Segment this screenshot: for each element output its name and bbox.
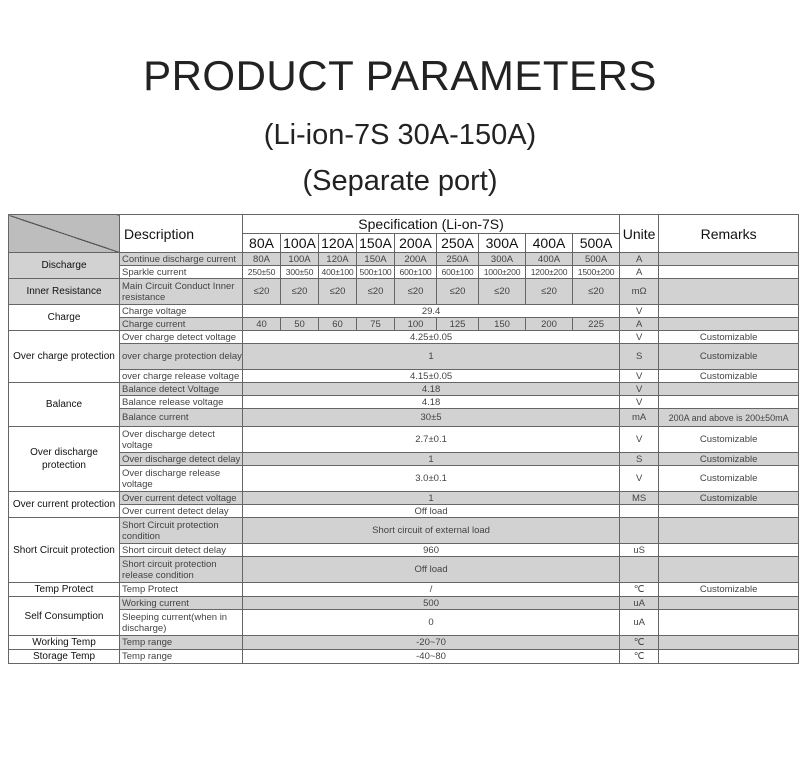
header-amp: 200A xyxy=(395,234,437,253)
row-value: 600±100 xyxy=(395,266,437,279)
row-desc: Short Circuit protection condition xyxy=(120,518,243,544)
row-desc: Over current detect voltage xyxy=(120,492,243,505)
row-value: 500 xyxy=(243,597,620,610)
row-value: 4.18 xyxy=(243,383,620,396)
row-value: 2.7±0.1 xyxy=(243,427,620,453)
row-value: 125 xyxy=(437,318,479,331)
header-amp: 400A xyxy=(526,234,573,253)
header-amp: 100A xyxy=(281,234,319,253)
table-row xyxy=(9,453,799,466)
table-row xyxy=(9,597,799,610)
row-remark: Customizable xyxy=(659,344,799,370)
category-temp-protect: Temp Protect xyxy=(9,583,120,597)
row-unit: ℃ xyxy=(620,583,659,597)
category-storage-temp: Storage Temp xyxy=(9,650,120,664)
table-row xyxy=(9,492,799,505)
row-value: Short circuit of external load xyxy=(243,518,620,544)
header-amp: 120A xyxy=(319,234,357,253)
row-desc: Over charge detect voltage xyxy=(120,331,243,344)
table-row xyxy=(9,557,799,583)
row-remark xyxy=(659,650,799,664)
row-remark xyxy=(659,544,799,557)
row-value: ≤20 xyxy=(573,279,620,305)
row-unit: V xyxy=(620,305,659,318)
row-value: 3.0±0.1 xyxy=(243,466,620,492)
row-value: 30±5 xyxy=(243,409,620,427)
row-unit: V xyxy=(620,427,659,453)
row-remark xyxy=(659,505,799,518)
row-desc: Continue discharge current xyxy=(120,253,243,266)
row-value: 225 xyxy=(573,318,620,331)
row-value: 4.18 xyxy=(243,396,620,409)
row-unit: A xyxy=(620,318,659,331)
row-value: 250±50 xyxy=(243,266,281,279)
row-value: 75 xyxy=(357,318,395,331)
row-desc: Over discharge detect delay xyxy=(120,453,243,466)
category-over-charge: Over charge protection xyxy=(9,331,120,383)
row-value: 500±100 xyxy=(357,266,395,279)
header-diagonal-cell xyxy=(9,215,120,253)
table-row xyxy=(9,396,799,409)
table-row xyxy=(9,253,799,266)
row-remark xyxy=(659,396,799,409)
header-specification: Specification (Li-on-7S) xyxy=(243,215,620,234)
row-value: 1500±200 xyxy=(573,266,620,279)
row-desc: Short circuit protection release condition xyxy=(120,557,243,583)
row-value: 1 xyxy=(243,492,620,505)
row-remark: 200A and above is 200±50mA xyxy=(659,409,799,427)
row-value: 120A xyxy=(319,253,357,266)
row-unit: ℃ xyxy=(620,636,659,650)
row-remark xyxy=(659,518,799,544)
table-row xyxy=(9,266,799,279)
row-desc: Balance current xyxy=(120,409,243,427)
row-value: 500A xyxy=(573,253,620,266)
row-unit: mΩ xyxy=(620,279,659,305)
table-row xyxy=(9,427,799,453)
page-title: PRODUCT PARAMETERS xyxy=(143,52,657,99)
row-value: ≤20 xyxy=(319,279,357,305)
table-row xyxy=(9,636,799,650)
row-remark xyxy=(659,610,799,636)
category-short-circuit: Short Circuit protection xyxy=(9,518,120,583)
table-row xyxy=(9,331,799,344)
row-unit: uA xyxy=(620,597,659,610)
page-subtitle-port: (Separate port) xyxy=(302,165,498,197)
header-amp: 500A xyxy=(573,234,620,253)
row-unit: V xyxy=(620,370,659,383)
row-value: 1 xyxy=(243,453,620,466)
row-value: / xyxy=(243,583,620,597)
row-unit: uA xyxy=(620,610,659,636)
row-value: 60 xyxy=(319,318,357,331)
row-unit: S xyxy=(620,453,659,466)
row-remark xyxy=(659,253,799,266)
header-amp: 300A xyxy=(479,234,526,253)
row-value: ≤20 xyxy=(437,279,479,305)
row-unit xyxy=(620,518,659,544)
table-row xyxy=(9,650,799,664)
row-value: 300±50 xyxy=(281,266,319,279)
table-header-row xyxy=(9,215,799,234)
row-remark: Customizable xyxy=(659,583,799,597)
row-desc: Over discharge detect voltage xyxy=(120,427,243,453)
table-row xyxy=(9,279,799,305)
row-desc: Charge voltage xyxy=(120,305,243,318)
row-value: 400A xyxy=(526,253,573,266)
row-unit: V xyxy=(620,331,659,344)
row-value: 29.4 xyxy=(243,305,620,318)
header-remarks: Remarks xyxy=(659,215,799,253)
row-value: 400±100 xyxy=(319,266,357,279)
header-amp: 80A xyxy=(243,234,281,253)
row-desc: over charge release voltage xyxy=(120,370,243,383)
table-row xyxy=(9,544,799,557)
row-value: 600±100 xyxy=(437,266,479,279)
row-value: 150 xyxy=(479,318,526,331)
row-desc: over charge protection delay xyxy=(120,344,243,370)
row-value: 200A xyxy=(395,253,437,266)
row-unit: V xyxy=(620,396,659,409)
row-unit: V xyxy=(620,466,659,492)
category-discharge: Discharge xyxy=(9,253,120,279)
row-value: 960 xyxy=(243,544,620,557)
row-desc: Temp range xyxy=(120,650,243,664)
row-value: 100 xyxy=(395,318,437,331)
row-value: 300A xyxy=(479,253,526,266)
row-desc: Charge current xyxy=(120,318,243,331)
row-desc: Sparkle current xyxy=(120,266,243,279)
table-row xyxy=(9,505,799,518)
row-remark: Customizable xyxy=(659,453,799,466)
row-remark: Customizable xyxy=(659,427,799,453)
table-row xyxy=(9,518,799,544)
row-unit: MS xyxy=(620,492,659,505)
table-row xyxy=(9,409,799,427)
row-desc: Balance release voltage xyxy=(120,396,243,409)
table-row xyxy=(9,610,799,636)
row-value: 80A xyxy=(243,253,281,266)
row-remark xyxy=(659,266,799,279)
row-unit: ℃ xyxy=(620,650,659,664)
row-remark xyxy=(659,279,799,305)
row-remark: Customizable xyxy=(659,492,799,505)
row-desc: Temp range xyxy=(120,636,243,650)
row-unit: S xyxy=(620,344,659,370)
row-value: 1000±200 xyxy=(479,266,526,279)
row-value: ≤20 xyxy=(526,279,573,305)
row-value: ≤20 xyxy=(243,279,281,305)
row-remark xyxy=(659,636,799,650)
header-unit: Unite xyxy=(620,215,659,253)
row-value: 200 xyxy=(526,318,573,331)
table-row xyxy=(9,305,799,318)
row-unit: V xyxy=(620,383,659,396)
row-remark xyxy=(659,557,799,583)
row-remark xyxy=(659,383,799,396)
category-balance: Balance xyxy=(9,383,120,427)
row-desc: Short circuit detect delay xyxy=(120,544,243,557)
row-remark: Customizable xyxy=(659,331,799,344)
row-value: 250A xyxy=(437,253,479,266)
row-desc: Main Circuit Conduct Inner resistance xyxy=(120,279,243,305)
row-value: 50 xyxy=(281,318,319,331)
row-desc: Over current detect delay xyxy=(120,505,243,518)
row-unit: mA xyxy=(620,409,659,427)
table-row xyxy=(9,383,799,396)
row-remark: Customizable xyxy=(659,370,799,383)
header-amp: 250A xyxy=(437,234,479,253)
row-value: -40~80 xyxy=(243,650,620,664)
row-remark xyxy=(659,318,799,331)
table-row xyxy=(9,583,799,597)
table-row xyxy=(9,370,799,383)
row-value: 0 xyxy=(243,610,620,636)
row-unit: A xyxy=(620,266,659,279)
row-desc: Sleeping current(when in discharge) xyxy=(120,610,243,636)
table-row xyxy=(9,318,799,331)
row-value: ≤20 xyxy=(281,279,319,305)
row-remark xyxy=(659,305,799,318)
row-unit xyxy=(620,505,659,518)
page-subtitle-model: (Li-ion-7S 30A-150A) xyxy=(263,119,537,151)
category-over-discharge: Over discharge protection xyxy=(9,427,120,492)
row-unit xyxy=(620,557,659,583)
row-desc: Temp Protect xyxy=(120,583,243,597)
row-value: ≤20 xyxy=(479,279,526,305)
header-amp: 150A xyxy=(357,234,395,253)
row-desc: Over discharge release voltage xyxy=(120,466,243,492)
row-desc: Balance detect Voltage xyxy=(120,383,243,396)
table-row xyxy=(9,466,799,492)
row-remark: Customizable xyxy=(659,466,799,492)
row-value: 150A xyxy=(357,253,395,266)
header-description: Description xyxy=(120,215,243,253)
row-value: -20~70 xyxy=(243,636,620,650)
row-unit: A xyxy=(620,253,659,266)
row-value: Off load xyxy=(243,557,620,583)
category-working-temp: Working Temp xyxy=(9,636,120,650)
row-value: ≤20 xyxy=(357,279,395,305)
row-value: 4.25±0.05 xyxy=(243,331,620,344)
category-over-current: Over current protection xyxy=(9,492,120,518)
row-value: 1200±200 xyxy=(526,266,573,279)
category-inner-resistance: Inner Resistance xyxy=(9,279,120,305)
parameters-table xyxy=(8,214,799,664)
category-self-consumption: Self Consumption xyxy=(9,597,120,636)
row-value: 40 xyxy=(243,318,281,331)
category-charge: Charge xyxy=(9,305,120,331)
row-value: 1 xyxy=(243,344,620,370)
row-unit: uS xyxy=(620,544,659,557)
row-value: 100A xyxy=(281,253,319,266)
row-desc: Working current xyxy=(120,597,243,610)
row-value: ≤20 xyxy=(395,279,437,305)
table-row xyxy=(9,344,799,370)
row-value: Off load xyxy=(243,505,620,518)
row-value: 4.15±0.05 xyxy=(243,370,620,383)
row-remark xyxy=(659,597,799,610)
